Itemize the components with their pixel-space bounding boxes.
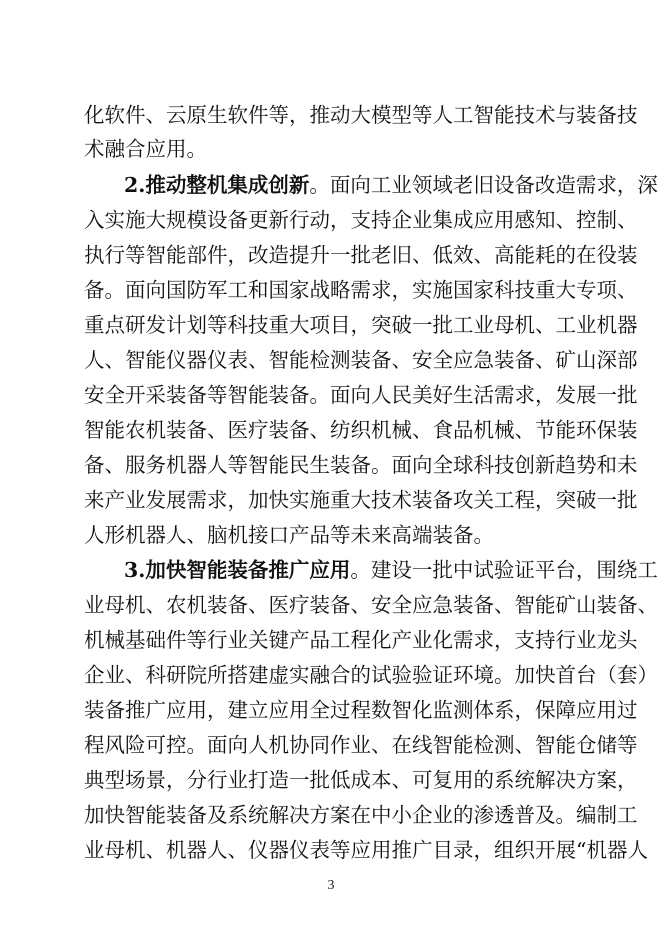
text-line-4: 入实施大规模设备更新行动，支持企业集成应用感知、控制、: [84, 208, 638, 232]
text-line-9: 安全开采装备等智能装备。面向人民美好生活需求，发展一批: [84, 383, 638, 407]
text-line-20: 典型场景，分行业打造一批低成本、可复用的系统解决方案，: [84, 768, 638, 792]
text-line-18: 装备推广应用，建立应用全过程数智化监测体系，保障应用过: [84, 698, 638, 722]
heading-line-3: [124, 553, 658, 587]
text-line-8: 人、智能仪器仪表、智能检测装备、安全应急装备、矿山深部: [84, 348, 638, 372]
text-line-15: 业母机、农机装备、医疗装备、安全应急装备、智能矿山装备、: [84, 593, 658, 617]
text-line-10: 智能农机装备、医疗装备、纺织机械、食品机械、节能环保装: [84, 418, 638, 442]
text-line-21: 加快智能装备及系统解决方案在中小企业的渗透普及。编制工: [84, 803, 638, 827]
text-line-1: 化软件、云原生软件等，推动大模型等人工智能技术与装备技: [84, 103, 638, 127]
text-line-14: 。建设一批中试验证平台，围绕工: [350, 558, 658, 582]
text-line-2: 术融合应用。: [84, 137, 207, 161]
text-line-7: 重点研发计划等科技重大项目，突破一批工业母机、工业机器: [84, 313, 638, 337]
text-line-6: 备。面向国防军工和国家战略需求，实施国家科技重大专项、: [84, 278, 638, 302]
section-heading-3: 3.加快智能装备推广应用: [124, 558, 351, 582]
text-line-17: 企业、科研院所搭建虚实融合的试验验证环境。加快首台（套）: [84, 663, 658, 687]
page-number: 3: [327, 878, 335, 893]
text-line-3: 。面向工业领域老旧设备改造需求，深: [309, 173, 658, 197]
text-line-19: 程风险可控。面向人机协同作业、在线智能检测、智能仓储等: [84, 733, 638, 757]
text-line-12: 来产业发展需求，加快实施重大技术装备攻关工程，突破一批: [84, 488, 638, 512]
text-line-22: 业母机、机器人、仪器仪表等应用推广目录，组织开展“机器人: [84, 838, 648, 862]
text-line-13: 人形机器人、脑机接口产品等未来高端装备。: [84, 523, 494, 547]
text-line-11: 备、服务机器人等智能民生装备。面向全球科技创新趋势和未: [84, 453, 638, 477]
text-line-16: 机械基础件等行业关键产品工程化产业化需求，支持行业龙头: [84, 628, 638, 652]
section-heading-2: 2.推动整机集成创新: [124, 173, 310, 197]
heading-line-2: [124, 168, 658, 202]
text-line-5: 执行等智能部件，改造提升一批老旧、低效、高能耗的在役装: [84, 243, 638, 267]
